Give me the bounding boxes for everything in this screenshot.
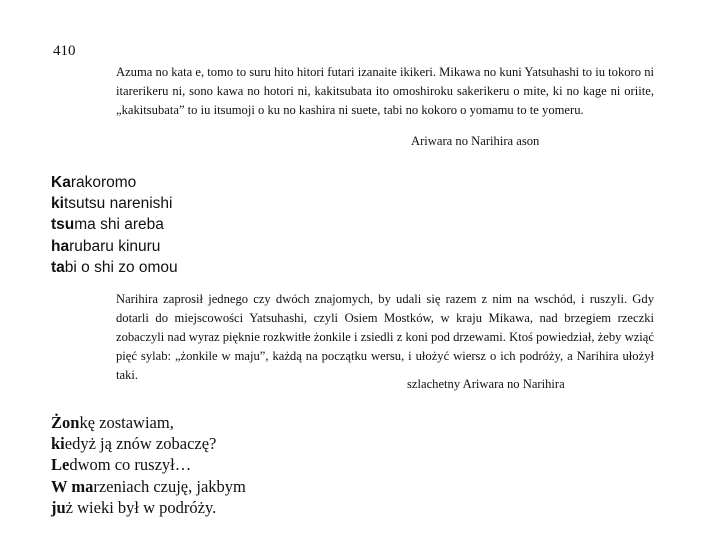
poem-line [51,193,178,214]
poem-line-text: rubaru kinuru [69,237,161,255]
poem-line [51,257,178,278]
poem-line-text: ma shi areba [74,216,164,234]
acrostic-syllable: Ka [51,174,71,191]
acrostic-syllable: ju [51,497,66,517]
poem-line-text: kę zostawiam, [79,413,174,432]
poem-line [51,476,246,497]
poem-line-text: ż wieki był w podróży. [65,497,217,517]
acrostic-syllable: Le [51,455,70,475]
poem-line-text: tsutsu narenishi [63,195,173,213]
polish-poem [51,412,246,518]
romaji-prose-paragraph: Azuma no kata e, tomo to suru hito hitori futari izanaite ikikeri. Mikawa no kuni Yatsuhashi to iu tokoro ni itarerikeru ni, sono kawa no hotori ni, kakitsubata ito omoshiroku sakerikeru o mite, ki no kage ni oriite, „kakitsubata” to iu itsumoji o ku no kashira ni suete, tabi no kokoro o yomamu to te yomeru. [116,65,654,117]
poem-line-text: dwom co ruszył… [69,455,192,475]
acrostic-syllable: tsu [51,216,75,234]
acrostic-syllable: W ma [51,476,94,496]
polish-prose-paragraph: Narihira zaprosił jednego czy dwóch znajomych, by udali się razem z nim na wschód, i ruszyli. Gdy dotarli do miejscowości Yatsuhashi, czyli Osiem Mostków, w kraju Mikawa, nad brzegiem rzeczki zobaczyli nad wyraz pięknie rozkwitłe żonkile i zsiedli z koni pod drzewami. Ktoś powiedział, żeby wziąć pięć sylab: „żonkile w maju”, każdą na początku wersu, i ułożyć wiersz o ich podróży, a Narihira ułożył taki. [116,292,654,382]
poem-line-text: rzeniach czuję, jakbym [93,476,246,496]
poem-line-text: bi o shi zo omou [64,258,178,276]
poem-line [51,172,178,193]
acrostic-syllable: Żon [51,413,80,432]
polish-attribution: szlachetny Ariwara no Narihira [407,377,565,391]
page-number: 410 [53,43,76,59]
romaji-poem [51,172,178,278]
romaji-attribution: Ariwara no Narihira ason [411,134,540,148]
acrostic-syllable: ha [51,237,70,255]
poem-line [51,497,246,518]
poem-line-text: rakoromo [70,174,137,191]
poem-line [51,236,178,257]
poem-line [51,412,246,433]
acrostic-syllable: ki [51,195,64,213]
poem-line [51,214,178,235]
poem-line [51,433,246,454]
acrostic-syllable: ta [51,258,65,276]
poem-line [51,454,246,475]
acrostic-syllable: ki [51,434,65,454]
poem-line-text: edyż ją znów zobaczę? [64,434,217,454]
